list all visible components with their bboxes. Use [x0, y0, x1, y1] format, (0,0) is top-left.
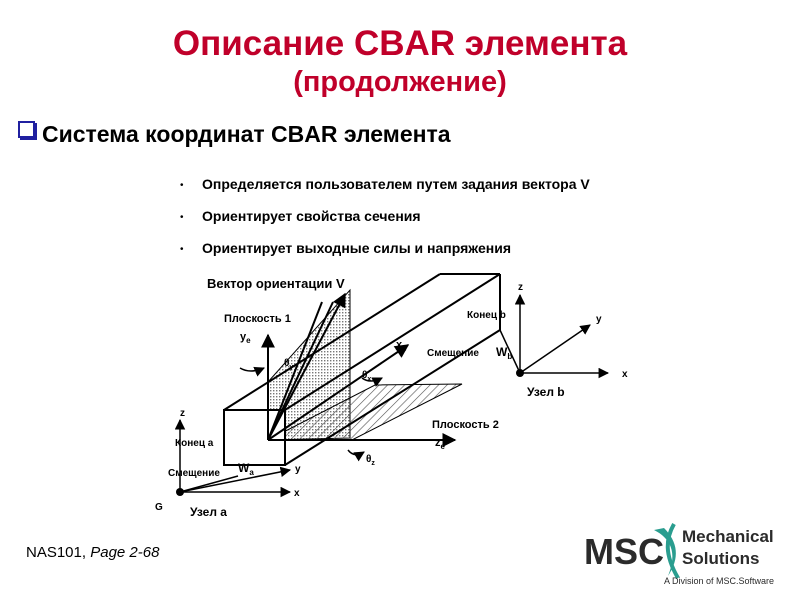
offset-a-label: Смещение — [168, 468, 220, 479]
axis-y-b-label: y — [596, 314, 602, 325]
ye-label: $y_e$ — [240, 331, 251, 345]
section-heading: Система координат CBAR элемента — [42, 121, 451, 147]
axis-x-a-label: x — [294, 488, 300, 499]
axis-x-b-label: x — [622, 369, 628, 380]
bullet-dot-icon: • — [180, 180, 184, 191]
node-a-point — [176, 488, 184, 496]
bullet-dot-icon: • — [180, 244, 184, 255]
node-b-label: Узел b — [527, 385, 565, 399]
bullet-item: Ориентирует выходные силы и напряжения — [202, 240, 512, 256]
node-b-point — [516, 369, 524, 377]
page-title: Описание CBAR элемента — [172, 24, 628, 63]
node-a-label: Узел a — [190, 505, 227, 519]
end-b-label: Конец b — [467, 310, 506, 321]
axis-z-b-label: z — [518, 282, 523, 293]
logo-msc-text: MSC — [584, 531, 664, 572]
logo-tagline: A Division of MSC.Software — [664, 576, 775, 586]
g-label: G — [155, 502, 163, 513]
page-subtitle: (продолжение) — [293, 66, 507, 98]
theta-y-label: $\theta_y$ — [284, 358, 294, 371]
xe-label: $x_e$ — [396, 339, 407, 353]
end-a-label: Конец a — [175, 438, 214, 449]
plane-2-label: Плоскость 2 — [432, 419, 499, 431]
bullet-item: Определяется пользователем путем задания вектора V — [202, 176, 590, 192]
vector-v-label: Вектор ориентации V — [207, 276, 345, 291]
ze-label: $z_e$ — [435, 437, 445, 451]
offset-b-label: Смещение — [427, 348, 479, 359]
course-code: NAS101, — [26, 544, 87, 561]
plane-1-label: Плоскость 1 — [224, 313, 291, 325]
axis-z-a-label: z — [180, 408, 185, 419]
page-footer — [26, 544, 159, 561]
axis-y-a-label: y — [295, 464, 301, 475]
theta-z-label: $\theta_z$ — [366, 454, 375, 467]
node-b-axes — [500, 295, 608, 373]
msc-logo — [582, 520, 792, 590]
wb-label: $W_b$ — [496, 345, 513, 361]
wa-label: $W_a$ — [238, 461, 254, 477]
page-number: Page 2-68 — [90, 544, 160, 561]
bullet-dot-icon: • — [180, 212, 184, 223]
theta-x-label: $\theta_x$ — [362, 370, 372, 383]
bullet-item: Ориентирует свойства сечения — [202, 208, 421, 224]
logo-line1: Mechanical — [682, 527, 774, 546]
logo-line2: Solutions — [682, 549, 760, 568]
